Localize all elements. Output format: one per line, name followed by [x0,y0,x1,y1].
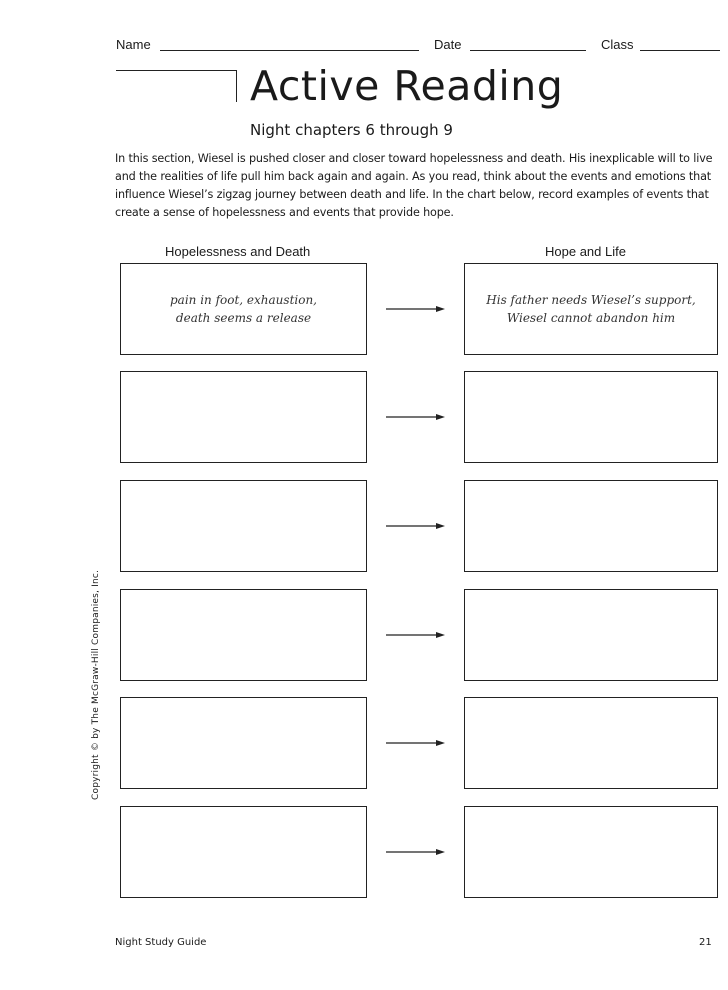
arrow-right-icon [386,738,446,748]
intro-paragraph: In this section, Wiesel is pushed closer and closer toward hopelessness and death. His inexplicable will to live and the realities of life pull him back again and again. As you read, think about the events and emotions that influence Wiesel’s zigzag journey between death and life. In the chart below, record examples of events that create a sense of hopelessness and events that provide hope. [115,152,713,219]
hope-box[interactable] [464,371,718,463]
hopelessness-box[interactable] [120,371,367,463]
page-subtitle: Night chapters 6 through 9 [250,121,453,139]
hopelessness-box[interactable] [120,480,367,572]
arrow-right-icon [386,630,446,640]
arrow-right-icon [386,304,446,314]
date-label: Date [434,37,462,52]
arrow-right-icon [386,521,446,531]
hope-box[interactable] [464,589,718,681]
name-field[interactable] [160,50,419,51]
class-label: Class [601,37,634,52]
column-heading-hope: Hope and Life [545,244,626,259]
page-number: 21 [699,937,712,948]
title-rule [116,70,237,102]
name-label: Name [116,37,151,52]
hopelessness-box[interactable] [120,263,367,355]
copyright-notice: Copyright © by The McGraw-Hill Companies, Inc. [91,569,101,800]
arrow-right-icon [386,412,446,422]
hopelessness-entry: pain in foot, exhaustion, death seems a release [169,293,317,325]
class-field[interactable] [640,50,720,51]
hope-box[interactable] [464,697,718,789]
arrow-right-icon [386,847,446,857]
hope-entry: His father needs Wiesel’s support, Wiesel cannot abandon him [486,293,696,325]
hopelessness-box[interactable] [120,806,367,898]
page-title: Active Reading [250,62,564,110]
hopelessness-box[interactable] [120,697,367,789]
hopelessness-box[interactable] [120,589,367,681]
hope-box[interactable] [464,480,718,572]
date-field[interactable] [470,50,586,51]
column-heading-hopelessness: Hopelessness and Death [165,244,311,259]
hope-box[interactable] [464,806,718,898]
hope-box[interactable] [464,263,718,355]
footer-book-title: Night Study Guide [115,937,207,948]
